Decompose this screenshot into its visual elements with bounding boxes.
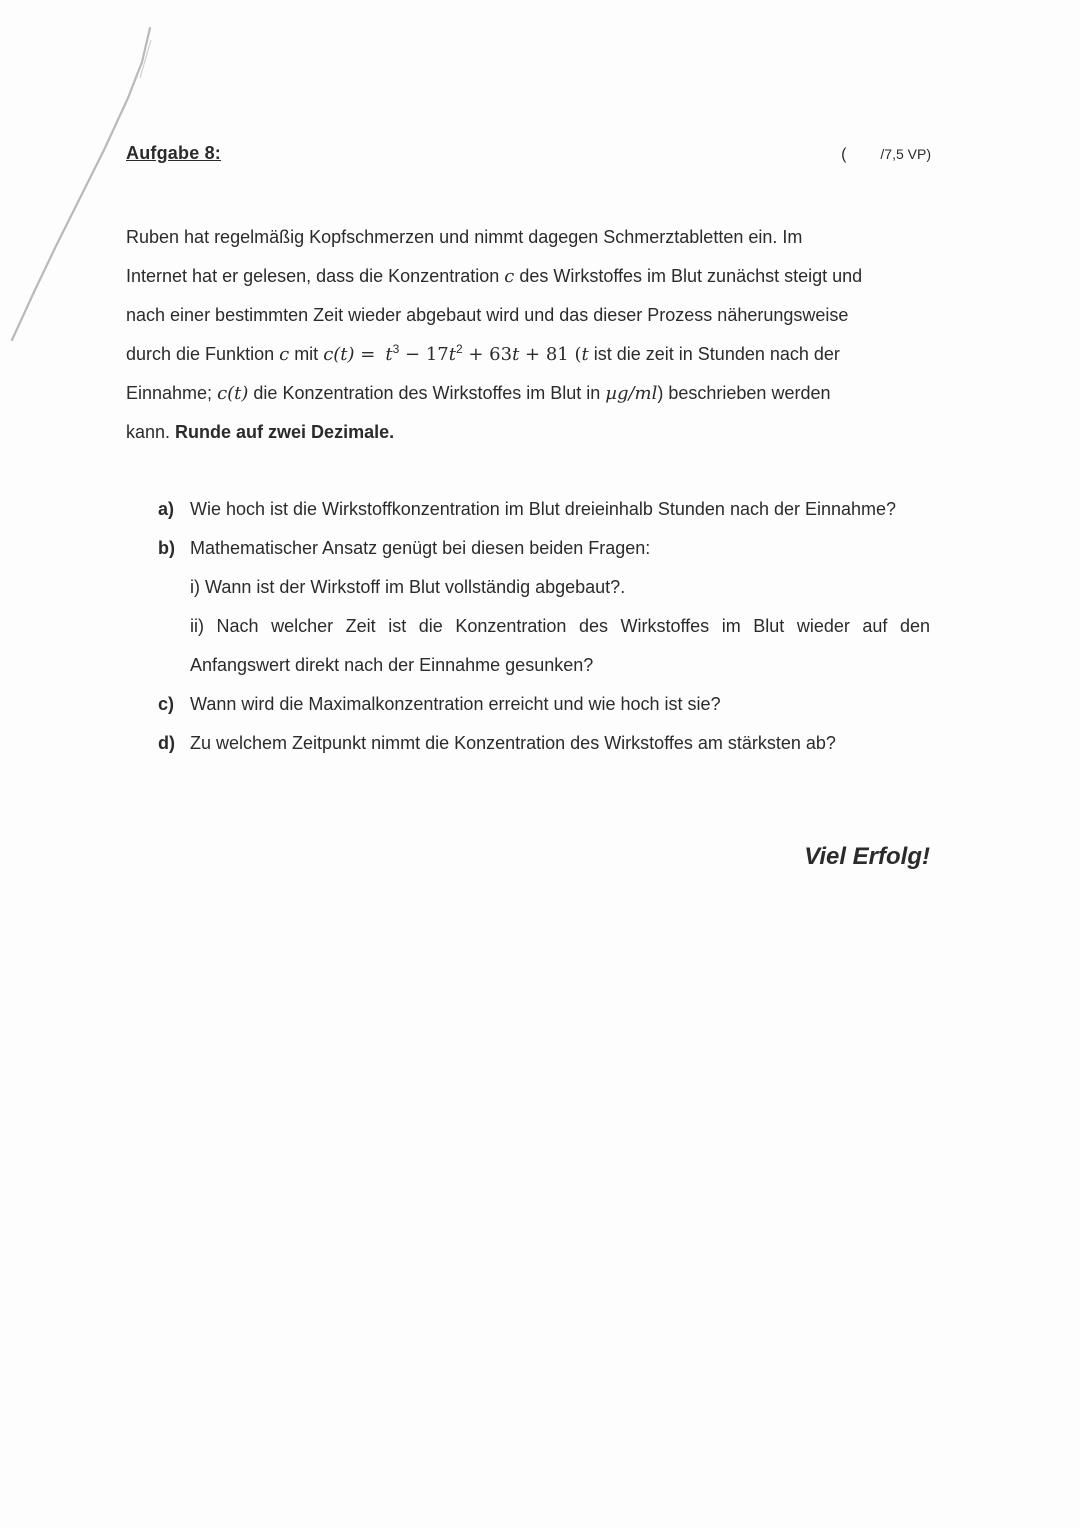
subtask-text: Wie hoch ist die Wirkstoffkonzentration im Blut dreieinhalb Stunden nach der Einnahme? bbox=[190, 499, 897, 519]
intro-line-2 bbox=[126, 257, 926, 296]
exponent: 2 bbox=[455, 342, 463, 356]
subtask-d bbox=[158, 724, 930, 763]
function-definition: c(t) = bbox=[323, 344, 376, 365]
task-title: Aufgabe 8: bbox=[126, 143, 222, 163]
exponent: 3 bbox=[392, 342, 400, 356]
intro-text: Einnahme; bbox=[126, 383, 218, 403]
math-term: + 63 bbox=[462, 344, 513, 365]
points-value: /7,5 VP) bbox=[880, 146, 931, 162]
intro-line-5 bbox=[126, 374, 926, 413]
math-variable: t bbox=[448, 344, 456, 365]
unit: µg/ml bbox=[605, 383, 658, 404]
intro-text: kann. bbox=[126, 422, 176, 442]
subtask-c bbox=[158, 685, 930, 724]
subtask-list bbox=[158, 490, 930, 763]
math-variable: t bbox=[581, 344, 589, 365]
subtask-text: Zu welchem Zeitpunkt nimmt die Konzentration des Wirkstoffes am stärksten ab? bbox=[190, 733, 836, 753]
subtask-a bbox=[158, 490, 930, 529]
subtask-b-ii: ii) Nach welcher Zeit ist die Konzentration des Wirkstoffes im Blut wieder auf den Anfangswert direkt nach der Einnahme gesunken? bbox=[190, 616, 930, 675]
closing-greeting: Viel Erfolg! bbox=[804, 843, 930, 870]
subtask-letter: d) bbox=[158, 733, 175, 753]
intro-text: durch die Funktion bbox=[126, 344, 280, 364]
subtask-letter: b) bbox=[158, 538, 175, 558]
subtask-b-i: i) Wann ist der Wirkstoff im Blut vollständig abgebaut?. bbox=[190, 577, 626, 597]
intro-text: Internet hat er gelesen, dass die Konzentration bbox=[126, 266, 505, 286]
subtask-text: Wann wird die Maximalkonzentration erreicht und wie hoch ist sie? bbox=[190, 694, 721, 714]
rounding-instruction: Runde auf zwei Dezimale. bbox=[175, 422, 395, 442]
math-variable: t bbox=[385, 344, 393, 365]
intro-text: mit bbox=[289, 344, 324, 364]
intro-line-6 bbox=[126, 413, 926, 452]
intro-text: ist die zeit in Stunden nach der bbox=[588, 344, 840, 364]
intro-line-3: nach einer bestimmten Zeit wieder abgebaut wird und das dieser Prozess näherungsweise bbox=[126, 305, 849, 325]
intro-text: die Konzentration des Wirkstoffes im Blut in bbox=[248, 383, 606, 403]
subtask-text: Mathematischer Ansatz genügt bei diesen beiden Fragen: bbox=[190, 538, 651, 558]
math-term: − 17 bbox=[399, 344, 449, 365]
intro-text: ) beschrieben werden bbox=[657, 383, 831, 403]
subtask-letter: c) bbox=[158, 694, 175, 714]
task-header bbox=[126, 143, 931, 173]
subtask-b bbox=[158, 529, 930, 685]
points-field bbox=[841, 146, 931, 164]
intro-text: des Wirkstoffes im Blut zunächst steigt und bbox=[514, 266, 863, 286]
subtask-letter: a) bbox=[158, 499, 175, 519]
function-symbol: c(t) bbox=[217, 383, 249, 404]
math-variable: c bbox=[504, 266, 515, 287]
math-term: + 81 ( bbox=[519, 344, 582, 365]
intro-line-4 bbox=[126, 335, 926, 374]
task-description bbox=[126, 218, 926, 452]
math-variable: t bbox=[512, 344, 520, 365]
points-open-paren: ( bbox=[841, 146, 847, 163]
intro-line-1: Ruben hat regelmäßig Kopfschmerzen und nimmt dagegen Schmerztabletten ein. Im bbox=[126, 227, 803, 247]
math-variable: c bbox=[279, 344, 290, 365]
